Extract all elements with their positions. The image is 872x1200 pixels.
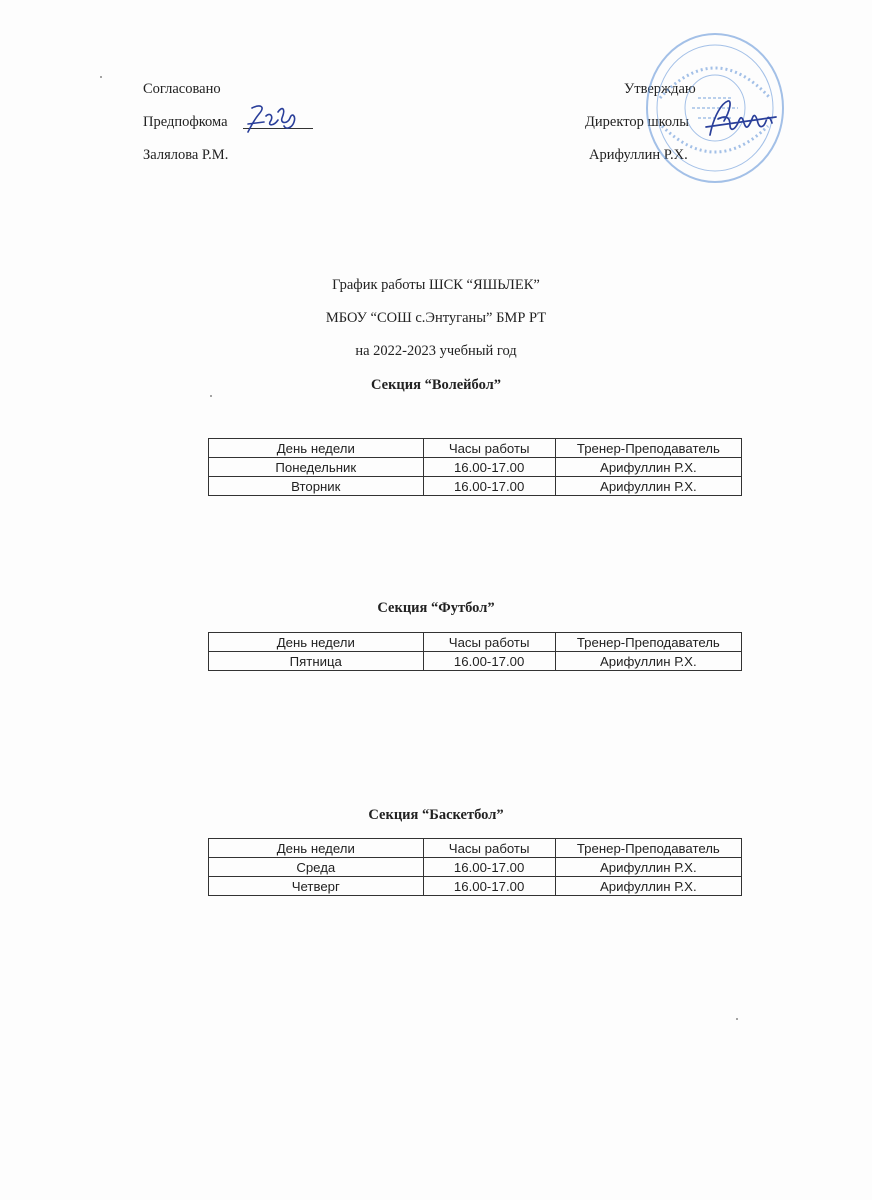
cell-coach: Арифуллин Р.Х. <box>555 858 741 877</box>
doc-title-line-3: на 2022-2023 учебный год <box>355 343 517 359</box>
cell-day: Среда <box>209 858 424 877</box>
column-header-hours: Часы работы <box>423 633 555 652</box>
column-header-day: День недели <box>209 839 424 858</box>
schedule-table-volleyball <box>208 438 742 496</box>
column-header-day: День недели <box>209 633 424 652</box>
column-header-hours: Часы работы <box>423 839 555 858</box>
schedule-table-football <box>208 632 742 671</box>
cell-hours: 16.00-17.00 <box>423 458 555 477</box>
scan-speck <box>736 1018 738 1020</box>
table-row <box>209 877 742 896</box>
section-heading-volleyball: Секция “Волейбол” <box>370 377 502 393</box>
cell-coach: Арифуллин Р.Х. <box>555 652 741 671</box>
approved-label: Согласовано <box>143 81 221 97</box>
table-header-row <box>209 439 742 458</box>
union-head-name: Залялова Р.М. <box>143 147 229 163</box>
director-position-label: Директор школы <box>585 114 689 130</box>
cell-coach: Арифуллин Р.Х. <box>555 877 741 896</box>
cell-hours: 16.00-17.00 <box>423 652 555 671</box>
table-row <box>209 652 742 671</box>
director-name: Арифуллин Р.Х. <box>589 147 688 163</box>
scan-speck <box>100 76 102 78</box>
table-row <box>209 458 742 477</box>
table-row <box>209 858 742 877</box>
scan-speck <box>210 395 212 397</box>
section-heading-basketball: Секция “Баскетбол” <box>368 807 504 823</box>
signature-left-icon <box>244 102 306 136</box>
column-header-coach: Тренер-Преподаватель <box>555 439 741 458</box>
cell-day: Пятница <box>209 652 424 671</box>
column-header-coach: Тренер-Преподаватель <box>555 633 741 652</box>
cell-coach: Арифуллин Р.Х. <box>555 477 741 496</box>
cell-coach: Арифуллин Р.Х. <box>555 458 741 477</box>
cell-hours: 16.00-17.00 <box>423 877 555 896</box>
union-position-label: Предпофкома <box>143 114 228 130</box>
table-header-row <box>209 633 742 652</box>
column-header-hours: Часы работы <box>423 439 555 458</box>
cell-hours: 16.00-17.00 <box>423 477 555 496</box>
column-header-coach: Тренер-Преподаватель <box>555 839 741 858</box>
cell-day: Понедельник <box>209 458 424 477</box>
doc-title-line-1: График работы ШСК “ЯШЬЛЕК” <box>332 277 540 293</box>
column-header-day: День недели <box>209 439 424 458</box>
cell-day: Вторник <box>209 477 424 496</box>
cell-day: Четверг <box>209 877 424 896</box>
table-row <box>209 477 742 496</box>
doc-title-line-2: МБОУ “СОШ с.Энтуганы” БМР РТ <box>325 310 547 326</box>
schedule-table-basketball <box>208 838 742 896</box>
signature-right-icon <box>700 95 780 145</box>
cell-hours: 16.00-17.00 <box>423 858 555 877</box>
section-heading-football: Секция “Футбол” <box>377 600 495 616</box>
table-header-row <box>209 839 742 858</box>
approve-label: Утверждаю <box>624 81 696 97</box>
